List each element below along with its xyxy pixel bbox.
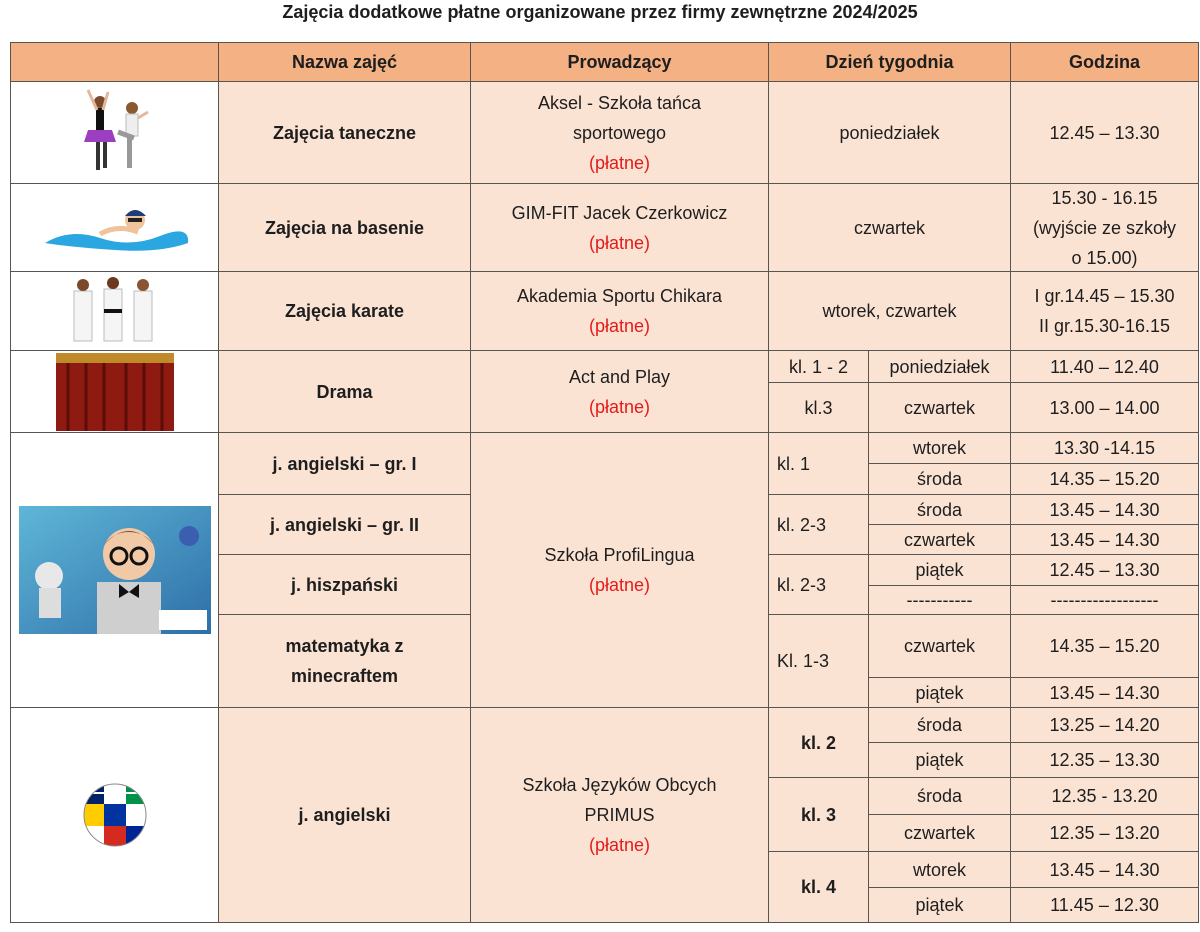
day-cell: piątek	[868, 677, 1011, 708]
teacher-name: Szkoła Języków Obcych	[522, 775, 717, 795]
time-cell: 13.45 – 14.30	[1010, 851, 1199, 888]
time-cell: 14.35 – 15.20	[1010, 614, 1199, 678]
activity-name: j. angielski	[218, 707, 471, 923]
teacher-name: Akademia Sportu Chikara	[516, 286, 723, 306]
page-title: Zajęcia dodatkowe płatne organizowane przez firmy zewnętrzne 2024/2025	[282, 2, 918, 22]
teacher-cell	[470, 350, 769, 433]
teacher-cell	[470, 432, 769, 708]
day-cell: czwartek	[868, 524, 1011, 555]
day-cell: środa	[868, 777, 1011, 815]
time-cell: 12.45 – 13.30	[1010, 554, 1199, 586]
time-cell: 13.00 – 14.00	[1010, 382, 1199, 433]
time-group-1: I gr.14.45 – 15.30	[1034, 286, 1175, 306]
time-value: 15.30 - 16.15	[1051, 187, 1158, 208]
teacher-name: Szkoła ProfiLingua	[544, 545, 695, 565]
grade-cell: kl. 2	[768, 707, 869, 778]
swimmer-image	[10, 183, 219, 272]
karate-kids-image	[10, 271, 219, 351]
activity-name: j. hiszpański	[218, 554, 471, 615]
grade-cell: kl. 2-3	[768, 554, 869, 615]
dancing-children-image	[10, 81, 219, 184]
grade-cell: kl. 4	[768, 851, 869, 923]
day-cell: czwartek	[868, 382, 1011, 433]
activity-name	[218, 614, 471, 708]
day-cell: środa	[868, 707, 1011, 743]
activity-name: Zajęcia karate	[218, 271, 471, 351]
teacher-cell	[470, 81, 769, 184]
time-note: (wyjście ze szkoły	[1032, 217, 1177, 238]
header-day: Dzień tygodnia	[768, 42, 1011, 82]
header-time: Godzina	[1010, 42, 1199, 82]
day-cell: środa	[868, 494, 1011, 525]
time-cell: 12.35 - 13.20	[1010, 777, 1199, 815]
teacher-name-cont: sportowego	[572, 122, 667, 143]
time-cell	[1010, 271, 1199, 351]
time-cell: 11.40 – 12.40	[1010, 350, 1199, 383]
day-cell: czwartek	[868, 614, 1011, 678]
day-cell: czwartek	[868, 814, 1011, 852]
header-image-col	[10, 42, 219, 82]
day-cell: wtorek, czwartek	[768, 271, 1011, 351]
teacher-cell	[470, 183, 769, 272]
activity-name: Drama	[218, 350, 471, 433]
grade-cell: kl.3	[768, 382, 869, 433]
time-cell: 11.45 – 12.30	[1010, 887, 1199, 923]
activity-name: j. angielski – gr. II	[218, 494, 471, 555]
paid-label: (płatne)	[588, 316, 651, 336]
time-group-2: II gr.15.30-16.15	[1038, 316, 1171, 336]
day-cell: poniedziałek	[768, 81, 1011, 184]
activity-name: Zajęcia taneczne	[218, 81, 471, 184]
time-cell: 14.35 – 15.20	[1010, 463, 1199, 495]
day-cell: piątek	[868, 887, 1011, 923]
time-cell: 13.45 – 14.30	[1010, 524, 1199, 555]
day-cell: -----------	[868, 585, 1011, 615]
grade-cell: kl. 1	[768, 432, 869, 495]
time-cell	[1010, 183, 1199, 272]
paid-label: (płatne)	[588, 232, 651, 253]
day-cell: poniedziałek	[868, 350, 1011, 383]
paid-label: (płatne)	[588, 152, 651, 173]
teacher-name: GIM-FIT Jacek Czerkowicz	[511, 202, 728, 223]
header-name: Nazwa zajęć	[218, 42, 471, 82]
day-cell: środa	[868, 463, 1011, 495]
paid-label: (płatne)	[588, 396, 651, 417]
day-cell: wtorek	[868, 432, 1011, 464]
day-cell: piątek	[868, 554, 1011, 586]
teacher-cell	[470, 707, 769, 923]
activity-name-line2: minecraftem	[290, 666, 399, 686]
grade-cell: kl. 1 - 2	[768, 350, 869, 383]
header-teacher: Prowadzący	[470, 42, 769, 82]
time-cell: ------------------	[1010, 585, 1199, 615]
time-cell: 12.45 – 13.30	[1010, 81, 1199, 184]
day-cell: czwartek	[768, 183, 1011, 272]
time-cell: 12.35 – 13.20	[1010, 814, 1199, 852]
theater-curtain-image	[10, 350, 219, 433]
time-cell: 13.45 – 14.30	[1010, 494, 1199, 525]
teacher-name: Aksel - Szkoła tańca	[537, 92, 702, 113]
paid-label: (płatne)	[588, 835, 651, 855]
time-note-cont: o 15.00)	[1071, 247, 1138, 268]
grade-cell: Kl. 1-3	[768, 614, 869, 708]
boy-astronaut-image	[10, 432, 219, 708]
time-cell: 12.35 – 13.30	[1010, 742, 1199, 778]
activity-name: j. angielski – gr. I	[218, 432, 471, 495]
teacher-name-cont: PRIMUS	[584, 805, 655, 825]
grade-cell: kl. 2-3	[768, 494, 869, 555]
activity-name-line1: matematyka z	[285, 636, 404, 656]
flags-globe-image	[10, 707, 219, 923]
teacher-cell	[470, 271, 769, 351]
day-cell: wtorek	[868, 851, 1011, 888]
teacher-name: Act and Play	[568, 366, 671, 387]
activity-name: Zajęcia na basenie	[218, 183, 471, 272]
time-cell: 13.45 – 14.30	[1010, 677, 1199, 708]
time-cell: 13.30 -14.15	[1010, 432, 1199, 464]
grade-cell: kl. 3	[768, 777, 869, 852]
time-cell: 13.25 – 14.20	[1010, 707, 1199, 743]
paid-label: (płatne)	[588, 575, 651, 595]
day-cell: piątek	[868, 742, 1011, 778]
